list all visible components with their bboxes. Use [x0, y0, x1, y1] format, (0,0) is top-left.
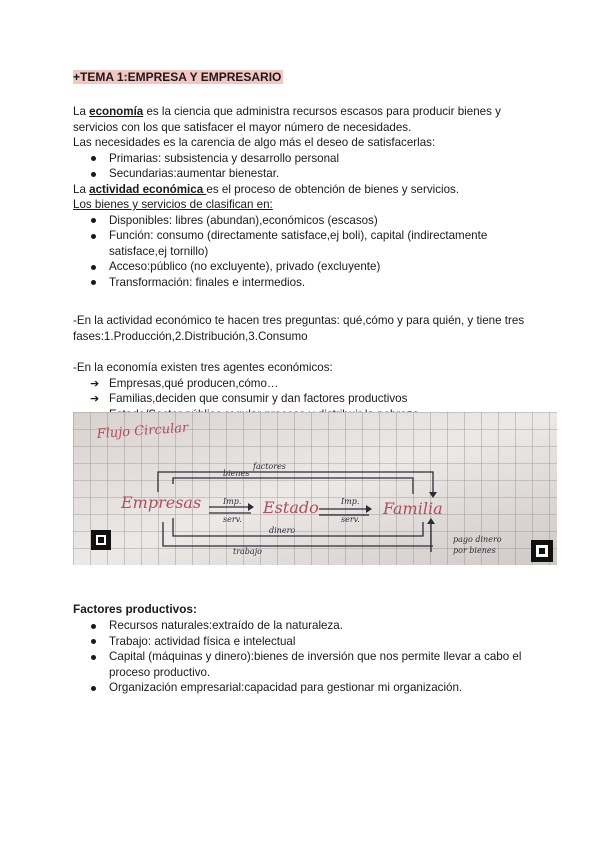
- circular-flow-photo: [73, 412, 557, 565]
- page-title: +TEMA 1:EMPRESA Y EMPRESARIO: [73, 70, 282, 84]
- list-item: Trabajo: actividad física e intelectual: [73, 634, 543, 650]
- bullet-icon: [91, 686, 96, 691]
- svg-text:trabajo: trabajo: [233, 547, 262, 556]
- goods-classification-heading: Los bienes y servicios de clasifican en:: [73, 198, 273, 211]
- list-item: Capital (máquinas y dinero):bienes de inversión que nos permite llevar a cabo el proceso productivo.: [73, 649, 543, 680]
- list-item: Organización empresarial:capacidad para gestionar mi organización.: [73, 680, 543, 696]
- list-item: Secundarias:aumentar bienestar.: [73, 166, 543, 182]
- svg-text:Estado: Estado: [263, 498, 319, 517]
- list-item: Recursos naturales:extraído de la naturaleza.: [73, 618, 543, 634]
- svg-text:Imp.: Imp.: [223, 497, 242, 506]
- arrow-right-icon: ➔: [90, 376, 100, 390]
- term-actividad-economica: actividad económica: [89, 182, 207, 196]
- needs-definition: Las necesidades es la carencia de algo más el deseo de satisfacerlas:: [73, 136, 436, 149]
- list-item: ➔ Empresas,qué producen,cómo…: [90, 376, 279, 390]
- svg-text:Empresas: Empresas: [121, 493, 202, 512]
- svg-text:serv.: serv.: [223, 515, 242, 524]
- bullet-icon: [91, 280, 96, 285]
- list-item: Primarias: subsistencia y desarrollo personal: [73, 151, 543, 167]
- factors-heading: Factores productivos:: [73, 602, 197, 616]
- list-item: Disponibles: libres (abundan),económicos (escasos): [73, 213, 543, 229]
- bullet-icon: [91, 265, 96, 270]
- svg-text:pago dinero: pago dinero: [453, 535, 502, 544]
- svg-text:factores: factores: [253, 462, 286, 471]
- intro-section: [73, 104, 543, 290]
- svg-text:dinero: dinero: [269, 526, 296, 535]
- svg-text:serv.: serv.: [341, 515, 360, 524]
- svg-text:bienes: bienes: [223, 469, 250, 478]
- svg-text:por bienes: por bienes: [453, 546, 496, 555]
- bullet-icon: [91, 639, 96, 644]
- svg-text:Flujo Circular: Flujo Circular: [96, 420, 189, 442]
- svg-text:Familia: Familia: [383, 499, 443, 518]
- list-item: Función: consumo (directamente satisface,ej boli), capital (indirectamente satisface,ej tornillo): [73, 228, 543, 259]
- factors-list: [73, 618, 543, 696]
- bullet-icon: [91, 172, 96, 177]
- circular-flow-sketch: [73, 412, 557, 565]
- economic-activity-definition: La actividad económica es el proceso de obtención de bienes y servicios.: [73, 182, 460, 196]
- list-item: ➔ Familias,deciden que consumir y dan factores productivos: [90, 392, 408, 405]
- economy-definition: La economía es la ciencia que administra recursos escasos para producir bienes y servicios con los que satisfacer el mayor número de necesidades.: [73, 105, 501, 134]
- term-economia: economía: [89, 105, 144, 118]
- arrow-right-icon: ➔: [90, 392, 100, 405]
- bullet-icon: [91, 156, 96, 161]
- bullet-icon: [91, 234, 96, 239]
- svg-text:Imp.: Imp.: [341, 497, 360, 506]
- questions-paragraph: -En la actividad económico te hacen tres preguntas: qué,cómo y para quién, y tiene tres fases:1.Producción,2.Distribución,3.Consumo: [73, 314, 525, 343]
- bullet-icon: [91, 624, 96, 629]
- list-item: Transformación: finales e intermedios.: [73, 275, 543, 291]
- agents-intro: -En la economía existen tres agentes económicos:: [73, 361, 333, 374]
- list-item: Acceso:público (no excluyente), privado (excluyente): [73, 259, 543, 275]
- bullet-icon: [91, 655, 96, 660]
- bullet-icon: [91, 218, 96, 223]
